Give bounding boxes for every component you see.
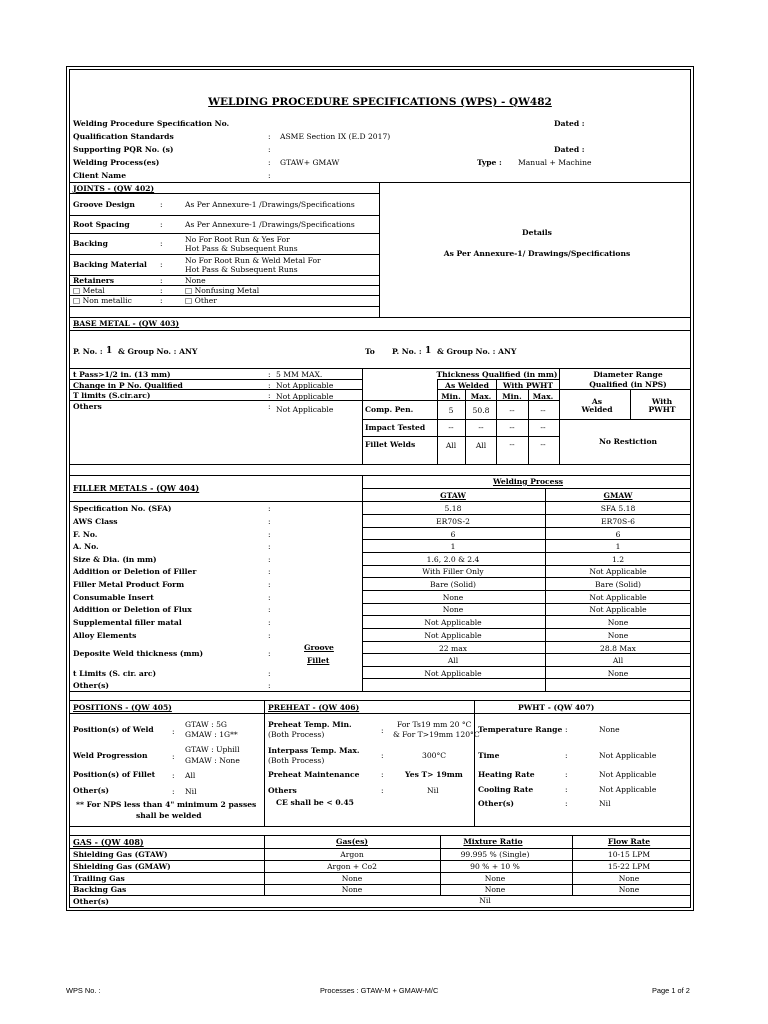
footer-wps-no: WPS No. : — [66, 986, 101, 995]
filler-heading: FILLER METALS - (QW 404) — [73, 483, 200, 493]
type-value: Manual + Machine — [518, 158, 592, 167]
type-label: Type : — [477, 158, 502, 167]
details-value: As Per Annexure-1/ Drawings/Specifications — [443, 249, 631, 258]
dated2-label: Dated : — [554, 145, 585, 154]
preheat-heading: PREHEAT - (QW 406) — [268, 703, 360, 712]
other-checkbox[interactable]: □ Other — [185, 296, 217, 305]
gas-heading: GAS - (QW 408) — [73, 837, 144, 847]
process-value: GTAW+ GMAW — [280, 158, 340, 167]
details-label: Details — [522, 228, 552, 237]
process-label: Welding Process(es) — [73, 158, 160, 167]
qualification-label: Qualification Standards — [73, 132, 174, 141]
base-metal-heading: BASE METAL - (QW 403) — [73, 319, 180, 328]
pwht-heading: PWHT - (QW 407) — [518, 703, 595, 712]
pqr-label: Supporting PQR No. (s) — [73, 145, 174, 154]
footer-processes: Processes : GTAW-M + GMAW-M/C — [320, 986, 439, 995]
metal-checkbox[interactable]: □ Metal — [73, 286, 105, 295]
nonfusing-checkbox[interactable]: □ Nonfusing Metal — [185, 286, 260, 295]
wps-no-label: Welding Procedure Specification No. — [73, 119, 230, 128]
client-label: Client Name — [73, 171, 127, 180]
page-title: WELDING PROCEDURE SPECIFICATIONS (WPS) - QW482 — [208, 96, 552, 108]
dated-label: Dated : — [554, 119, 585, 128]
nonmetallic-checkbox[interactable]: □ Non metallic — [73, 296, 132, 305]
positions-heading: POSITIONS - (QW 405) — [73, 703, 172, 712]
joints-heading: JOINTS - (QW 402) — [73, 184, 155, 193]
footer-page-number: Page 1 of 2 — [652, 986, 690, 995]
qualification-value: ASME Section IX (E.D 2017) — [280, 132, 391, 141]
